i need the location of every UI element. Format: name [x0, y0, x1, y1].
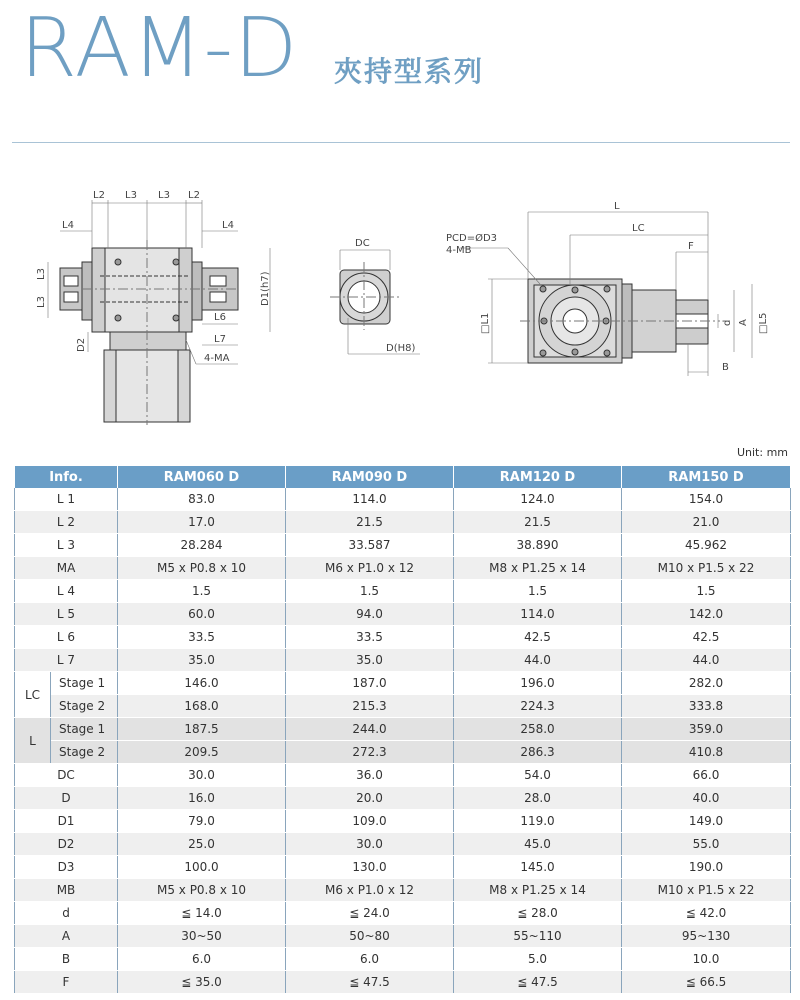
col-header-ram120: RAM120 D — [454, 466, 622, 488]
table-row — [15, 787, 791, 810]
side-view — [460, 212, 752, 376]
row-group-label: LC — [15, 672, 51, 718]
dim-l2-left: L2 — [93, 190, 105, 201]
table-cell: 20.0 — [286, 787, 454, 810]
row-label: D2 — [15, 833, 118, 856]
table-cell: 130.0 — [286, 856, 454, 879]
table-cell: 333.8 — [622, 695, 791, 718]
table-cell: 359.0 — [622, 718, 791, 741]
col-header-ram060: RAM060 D — [118, 466, 286, 488]
dim-d2: D2 — [76, 337, 87, 352]
table-cell: 60.0 — [118, 603, 286, 626]
table-cell: 258.0 — [454, 718, 622, 741]
table-cell: 1.5 — [118, 580, 286, 603]
table-row — [15, 511, 791, 534]
dim-l: L — [614, 201, 620, 212]
table-cell: 54.0 — [454, 764, 622, 787]
table-cell: ≦ 35.0 — [118, 971, 286, 994]
table-cell: 1.5 — [454, 580, 622, 603]
table-row — [15, 672, 791, 695]
row-stage-label: Stage 1 — [51, 672, 118, 695]
row-label: L 2 — [15, 511, 118, 534]
table-row — [15, 948, 791, 971]
row-label: L 5 — [15, 603, 118, 626]
row-label: MB — [15, 879, 118, 902]
table-cell: 282.0 — [622, 672, 791, 695]
table-cell: 83.0 — [118, 488, 286, 511]
dim-l7: L7 — [214, 334, 226, 345]
table-row — [15, 695, 791, 718]
dim-pcd-d3: PCD=ØD3 — [446, 233, 498, 244]
table-cell: 5.0 — [454, 948, 622, 971]
table-cell: ≦ 24.0 — [286, 902, 454, 925]
table-cell: 142.0 — [622, 603, 791, 626]
unit-label: Unit: mm — [736, 446, 788, 459]
table-cell: 79.0 — [118, 810, 286, 833]
table-cell: M8 x P1.25 x 14 — [454, 879, 622, 902]
table-cell: 100.0 — [118, 856, 286, 879]
technical-drawing — [0, 150, 800, 430]
table-cell: 190.0 — [622, 856, 791, 879]
table-cell: 119.0 — [454, 810, 622, 833]
row-stage-label: Stage 1 — [51, 718, 118, 741]
col-header-ram150: RAM150 D — [622, 466, 791, 488]
dim-l4-right: L4 — [222, 220, 234, 231]
row-group-label: L — [15, 718, 51, 764]
dim-square-l5: □L5 — [758, 312, 769, 334]
spec-table — [14, 466, 791, 994]
row-label: D — [15, 787, 118, 810]
row-label: D1 — [15, 810, 118, 833]
table-cell: 55.0 — [622, 833, 791, 856]
table-cell: 30~50 — [118, 925, 286, 948]
table-cell: 36.0 — [286, 764, 454, 787]
dim-l3-vertical-1: L3 — [36, 268, 47, 280]
table-cell: 40.0 — [622, 787, 791, 810]
dim-l2-right: L2 — [188, 190, 200, 201]
table-cell: 33.587 — [286, 534, 454, 557]
table-cell: 224.3 — [454, 695, 622, 718]
table-cell: 109.0 — [286, 810, 454, 833]
table-cell: 45.962 — [622, 534, 791, 557]
table-cell: 10.0 — [622, 948, 791, 971]
table-row — [15, 810, 791, 833]
dim-dc: DC — [355, 238, 370, 249]
table-cell: ≦ 28.0 — [454, 902, 622, 925]
dim-a: A — [738, 319, 749, 326]
table-cell: 21.0 — [622, 511, 791, 534]
table-cell: 215.3 — [286, 695, 454, 718]
table-cell: 154.0 — [622, 488, 791, 511]
table-cell: 35.0 — [118, 649, 286, 672]
table-row — [15, 902, 791, 925]
table-cell: ≦ 47.5 — [454, 971, 622, 994]
table-cell: 17.0 — [118, 511, 286, 534]
row-stage-label: Stage 2 — [51, 695, 118, 718]
row-label: F — [15, 971, 118, 994]
table-cell: M10 x P1.5 x 22 — [622, 879, 791, 902]
row-label: DC — [15, 764, 118, 787]
table-cell: 42.5 — [622, 626, 791, 649]
dim-b: B — [722, 362, 729, 373]
table-cell: 168.0 — [118, 695, 286, 718]
table-cell: 44.0 — [454, 649, 622, 672]
table-row — [15, 856, 791, 879]
table-cell: 209.5 — [118, 741, 286, 764]
table-row — [15, 718, 791, 741]
dim-square-l1: □L1 — [480, 312, 491, 334]
title-divider — [12, 142, 790, 143]
table-cell: 94.0 — [286, 603, 454, 626]
dim-l6: L6 — [214, 312, 226, 323]
dim-d1-h7: D1(h7) — [260, 271, 271, 306]
table-cell: 50~80 — [286, 925, 454, 948]
row-label: L 6 — [15, 626, 118, 649]
table-cell: 1.5 — [286, 580, 454, 603]
page-title: RAM-D — [20, 1, 299, 96]
table-cell: M10 x P1.5 x 22 — [622, 557, 791, 580]
table-cell: 146.0 — [118, 672, 286, 695]
page-subtitle: 夾持型系列 — [334, 55, 485, 88]
table-row — [15, 764, 791, 787]
dim-lc: LC — [632, 223, 645, 234]
table-cell: 55~110 — [454, 925, 622, 948]
row-label: L 1 — [15, 488, 118, 511]
dim-4-mb: 4-MB — [446, 245, 472, 256]
row-label: L 7 — [15, 649, 118, 672]
table-cell: 272.3 — [286, 741, 454, 764]
table-cell: 30.0 — [286, 833, 454, 856]
table-cell: M6 x P1.0 x 12 — [286, 557, 454, 580]
table-row — [15, 603, 791, 626]
table-cell: 124.0 — [454, 488, 622, 511]
dim-l4-left: L4 — [62, 220, 74, 231]
col-header-info: Info. — [15, 466, 118, 488]
table-cell: 95~130 — [622, 925, 791, 948]
table-row — [15, 626, 791, 649]
table-cell: 44.0 — [622, 649, 791, 672]
row-label: A — [15, 925, 118, 948]
dim-4-ma: 4-MA — [204, 353, 230, 364]
table-row — [15, 925, 791, 948]
row-label: d — [15, 902, 118, 925]
table-cell: 149.0 — [622, 810, 791, 833]
table-cell: 410.8 — [622, 741, 791, 764]
table-cell: 42.5 — [454, 626, 622, 649]
row-label: D3 — [15, 856, 118, 879]
table-cell: 6.0 — [118, 948, 286, 971]
table-cell: 30.0 — [118, 764, 286, 787]
table-cell: 114.0 — [286, 488, 454, 511]
table-row — [15, 649, 791, 672]
table-cell: M6 x P1.0 x 12 — [286, 879, 454, 902]
table-cell: 1.5 — [622, 580, 791, 603]
table-cell: 28.284 — [118, 534, 286, 557]
table-cell: 33.5 — [118, 626, 286, 649]
table-row — [15, 741, 791, 764]
table-row — [15, 879, 791, 902]
dim-l3-left: L3 — [125, 190, 137, 201]
table-row — [15, 488, 791, 511]
table-cell: M5 x P0.8 x 10 — [118, 557, 286, 580]
table-cell: M5 x P0.8 x 10 — [118, 879, 286, 902]
col-header-ram090: RAM090 D — [286, 466, 454, 488]
table-row — [15, 833, 791, 856]
row-label: L 4 — [15, 580, 118, 603]
dim-d-h8: D(H8) — [386, 343, 416, 354]
row-label: MA — [15, 557, 118, 580]
table-cell: 25.0 — [118, 833, 286, 856]
table-row — [15, 557, 791, 580]
table-cell: ≦ 42.0 — [622, 902, 791, 925]
table-cell: ≦ 14.0 — [118, 902, 286, 925]
table-cell: 21.5 — [286, 511, 454, 534]
table-cell: 21.5 — [454, 511, 622, 534]
table-cell: 244.0 — [286, 718, 454, 741]
table-cell: 114.0 — [454, 603, 622, 626]
table-row — [15, 971, 791, 994]
table-cell: 187.0 — [286, 672, 454, 695]
dim-d-small: d — [722, 319, 733, 326]
row-label: L 3 — [15, 534, 118, 557]
table-cell: 33.5 — [286, 626, 454, 649]
row-label: B — [15, 948, 118, 971]
table-cell: 45.0 — [454, 833, 622, 856]
table-cell: M8 x P1.25 x 14 — [454, 557, 622, 580]
row-stage-label: Stage 2 — [51, 741, 118, 764]
table-cell: 38.890 — [454, 534, 622, 557]
table-cell: 35.0 — [286, 649, 454, 672]
table-row — [15, 534, 791, 557]
table-cell: 196.0 — [454, 672, 622, 695]
table-cell: 28.0 — [454, 787, 622, 810]
table-cell: 286.3 — [454, 741, 622, 764]
table-row — [15, 580, 791, 603]
table-cell: 6.0 — [286, 948, 454, 971]
bore-view — [330, 250, 420, 354]
dim-f: F — [688, 241, 694, 252]
table-cell: ≦ 47.5 — [286, 971, 454, 994]
dim-l3-vertical-2: L3 — [36, 296, 47, 308]
table-cell: 187.5 — [118, 718, 286, 741]
table-cell: ≦ 66.5 — [622, 971, 791, 994]
dim-l3-right: L3 — [158, 190, 170, 201]
front-view — [48, 200, 270, 425]
table-cell: 66.0 — [622, 764, 791, 787]
table-cell: 16.0 — [118, 787, 286, 810]
table-header-row — [15, 466, 791, 488]
table-cell: 145.0 — [454, 856, 622, 879]
